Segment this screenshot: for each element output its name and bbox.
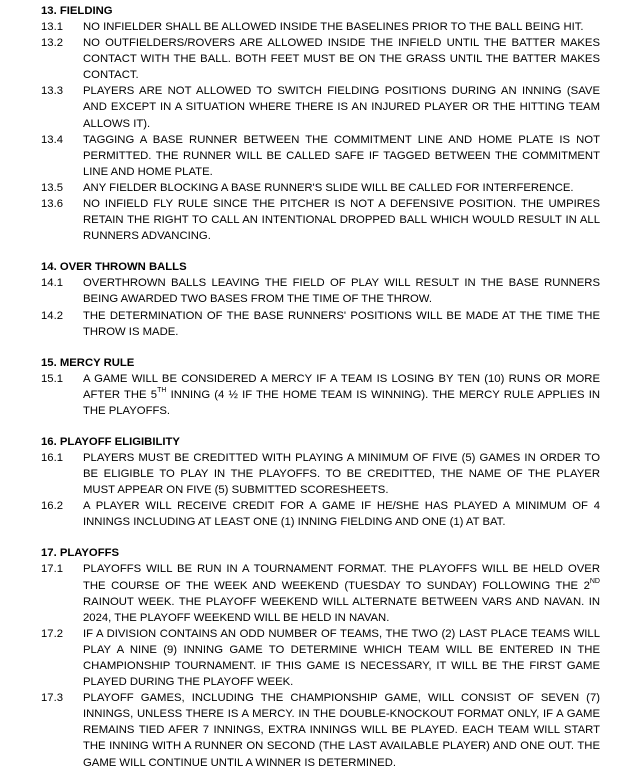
rule-number: 15.1 — [41, 372, 63, 385]
rule-item — [41, 83, 600, 131]
rule-item — [41, 35, 600, 83]
rule-text: IF A DIVISION CONTAINS AN ODD NUMBER OF TEAMS, THE TWO (2) LAST PLACE TEAMS WILL PLAY A NINE (9) INNING GAME TO DETERMINE WHICH TEAM WILL BE ENTERED IN THE CHAMPIONSHIP TOURNAMENT. IF THIS GAME IS NECESSARY, IT WILL BE THE FIRST GAME PLAYED DURING THE PLAYOFF WEEK. — [83, 627, 600, 689]
rule-number: 14.2 — [41, 309, 63, 322]
rule-number: 16.1 — [41, 451, 63, 464]
rule-item — [41, 196, 600, 244]
rule-item — [41, 626, 600, 690]
rule-item — [41, 132, 600, 180]
rule-item — [41, 690, 600, 770]
rule-text: PLAYERS MUST BE CREDITTED WITH PLAYING A MINIMUM OF FIVE (5) GAMES IN ORDER TO BE ELIGIBLE TO PLAY IN THE PLAYOFFS. TO BE CREDITTED, THE NAME OF THE PLAYER MUST APPEAR ON FIVE (5) SUBMITTED SCORESHEETS. — [83, 451, 600, 497]
rule-text: NO OUTFIELDERS/ROVERS ARE ALLOWED INSIDE THE INFIELD UNTIL THE BATTER MAKES CONTACT WITH THE BALL. BOTH FEET MUST BE ON THE GRASS UNTIL THE BATTER MAKES CONTACT. — [83, 37, 600, 82]
rule-number: 16.2 — [41, 500, 63, 513]
rule-number: 17.3 — [41, 692, 63, 705]
rule-item — [41, 308, 600, 340]
rule-item — [41, 275, 600, 307]
rule-text: PLAYOFF GAMES, INCLUDING THE CHAMPIONSHIP GAME, WILL CONSIST OF SEVEN (7) INNINGS, UNLESS THERE IS A MERCY. IN THE DOUBLE-KNOCKOUT FORMAT ONLY, IF A GAME REMAINS TIED AFER 7 INNINGS, EXTRA INNINGS WILL BE PLAYED. EACH TEAM WILL START THE INNING WITH A RUNNER ON SECOND (THE LAST AVAILABLE PLAYER) AND ONE OUT. THE GAME WILL CONTINUE UNTIL A WINNER IS DETERMINED. — [83, 692, 600, 769]
section-heading: 13. FIELDING — [41, 5, 113, 17]
rule-text-part: INNING (4 ½ IF THE HOME TEAM IS WINNING). THE MERCY RULE APPLIES IN THE PLAYOFFS. — [83, 388, 601, 417]
rule-number: 13.2 — [41, 37, 63, 50]
section-playoffs — [41, 545, 600, 770]
rule-text: ANY FIELDER BLOCKING A BASE RUNNER'S SLIDE WILL BE CALLED FOR INTERFERENCE. — [83, 181, 574, 194]
rule-text-part: RAINOUT WEEK. THE PLAYOFF WEEKEND WILL ALTERNATE BETWEEN VARS AND NAVAN. IN 2024, THE PLAYOFF WEEKEND WILL BE HELD IN NAVAN. — [83, 595, 600, 624]
rule-number: 14.1 — [41, 277, 63, 290]
rule-number: 13.5 — [41, 181, 63, 194]
rule-item — [41, 450, 600, 498]
rule-item — [41, 498, 600, 530]
section-playoff-eligibility — [41, 434, 600, 530]
rule-text-part: PLAYOFFS WILL BE RUN IN A TOURNAMENT FORMAT. THE PLAYOFFS WILL BE HELD OVER THE COURSE OF THE WEEK AND WEEKEND (TUESDAY TO SUNDAY) FOLLOWING THE 2 — [83, 563, 600, 592]
rule-text: PLAYERS ARE NOT ALLOWED TO SWITCH FIELDING POSITIONS DURING AN INNING (SAVE AND EXCEPT IN A SITUATION WHERE THERE IS AN INJURED PLAYER OR THE HITTING TEAM ALLOWS IT). — [83, 85, 600, 130]
section-fielding — [41, 3, 600, 244]
rule-item — [41, 19, 600, 35]
rule-text: NO INFIELD FLY RULE SINCE THE PITCHER IS NOT A DEFENSIVE POSITION. THE UMPIRES RETAIN THE RIGHT TO CALL AN INTENTIONAL DROPPED BALL WHICH WOULD RESULT IN ALL RUNNERS ADVANCING. — [83, 198, 600, 243]
section-heading: 16. PLAYOFF ELIGIBILITY — [41, 435, 180, 448]
rule-item — [41, 180, 600, 196]
rule-number: 13.3 — [41, 85, 63, 98]
rule-text-part: A GAME WILL BE CONSIDERED A MERCY IF A TEAM IS LOSING BY TEN (10) RUNS OR MORE AFTER THE 5 — [83, 372, 600, 401]
section-mercy-rule — [41, 355, 600, 419]
rule-number: 13.4 — [41, 133, 63, 146]
section-heading: 17. PLAYOFFS — [41, 547, 120, 560]
rule-text: A PLAYER WILL RECEIVE CREDIT FOR A GAME IF HE/SHE HAS PLAYED A MINIMUM OF 4 INNINGS INCLUDING AT LEAST ONE (1) INNING FIELDING AND ONE (1) AT BAT. — [83, 500, 600, 529]
rule-text: OVERTHROWN BALLS LEAVING THE FIELD OF PLAY WILL RESULT IN THE BASE RUNNERS BEING AWARDED TWO BASES FROM THE TIME OF THE THROW. — [83, 277, 600, 306]
rule-number: 13.1 — [41, 21, 63, 33]
ordinal-suffix: ND — [589, 577, 600, 585]
rule-item — [41, 561, 600, 625]
rule-item — [41, 371, 600, 419]
section-heading: 15. MERCY RULE — [41, 356, 135, 369]
rule-text: TAGGING A BASE RUNNER BETWEEN THE COMMITMENT LINE AND HOME PLATE IS NOT PERMITTED. THE RUNNER WILL BE CALLED SAFE IF TAGGED BETWEEN THE COMMITMENT LINE AND HOME PLATE. — [83, 133, 600, 178]
rule-text — [83, 371, 600, 419]
rule-text: THE DETERMINATION OF THE BASE RUNNERS' POSITIONS WILL BE MADE AT THE TIME THE THROW IS MADE. — [83, 309, 600, 338]
section-over-thrown-balls — [41, 259, 600, 339]
ordinal-suffix: TH — [157, 387, 167, 395]
rule-number: 17.1 — [41, 563, 63, 576]
rule-number: 13.6 — [41, 198, 63, 211]
rule-text: NO INFIELDER SHALL BE ALLOWED INSIDE THE BASELINES PRIOR TO THE BALL BEING HIT. — [83, 21, 584, 33]
rule-text — [83, 561, 600, 625]
rule-number: 17.2 — [41, 627, 63, 640]
section-heading: 14. OVER THROWN BALLS — [41, 261, 187, 274]
